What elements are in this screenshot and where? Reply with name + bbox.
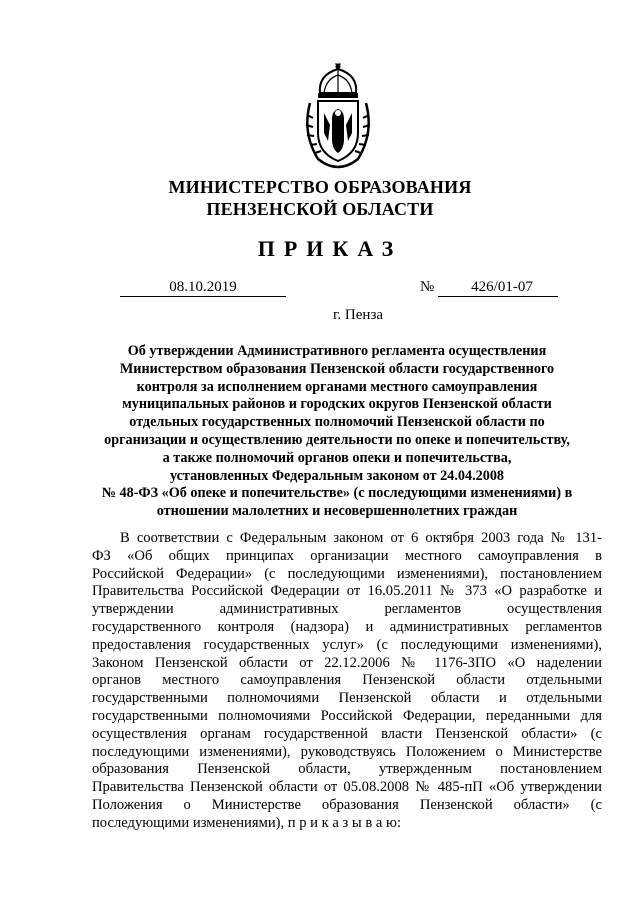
ministry-name-line2: ПЕНЗЕНСКОЙ ОБЛАСТИ [206,199,434,219]
title-line: организации и осуществлению деятельности по опеке и попечительству, [104,431,570,448]
coat-of-arms-emblem-icon [298,63,378,169]
body-line: осуществления органам государственной власти Пензенской области» (с [92,725,602,742]
ministry-name-line1: МИНИСТЕРСТВО ОБРАЗОВАНИЯ [168,177,472,197]
body-line: государственными полномочиями Российской Федерации, переданными для [92,707,602,724]
order-title [90,343,584,521]
body-line: последующими изменениями), п р и к а з ы в а ю: [92,814,401,831]
body-line: В соответствии с Федеральным законом от 6 октября 2003 года № 131- [120,530,602,546]
body-line: Законом Пензенской области от 22.12.2006 № 1176-ЗПО «О наделении [92,654,602,671]
body-line: государственными полномочиями Пензенской области и отдельными [92,690,602,707]
title-line: муниципальных районов и городских округов Пензенской области [122,396,552,413]
body-line: утверждении административных регламентов осуществления [92,601,602,618]
date-underline [120,296,286,297]
body-line: органов местного самоуправления Пензенской области отдельными [92,672,602,689]
title-line: № 48-ФЗ «Об опеке и попечительстве» (с последующими изменениями) в [101,485,573,502]
order-date: 08.10.2019 [169,279,237,295]
body-line: государственного контроля (надзора) и административных регламентов [92,618,602,635]
title-line: отношении малолетних и несовершеннолетних граждан [156,503,518,520]
body-line: Положения о Министерстве образования Пензенской области» (с [92,796,602,813]
city-name: г. Пенза [332,307,384,323]
title-line: отдельных государственных полномочий Пензенской области по [129,414,545,431]
body-line: предоставления государственных услуг» (с последующими изменениями), [92,636,602,653]
body-line: последующими изменениями), руководствуясь Положением о Министерстве [92,743,602,760]
body-line: образования Пензенской области, утвержденным постановлением [92,761,602,778]
order-number: 426/01-07 [471,279,533,295]
number-underline [438,296,558,297]
title-line: а также полномочий органов опеки и попечительства, [162,449,512,466]
body-line: Российской Федерации» (с последующими изменениями), постановлением [92,565,602,582]
body-line: ФЗ «Об общих принципах организации местного самоуправления в [92,547,602,564]
title-line: установленных Федеральным законом от 24.04.2008 [169,467,505,484]
number-sign: № [420,279,435,295]
title-line: контроля за исполнением органами местного самоуправления [136,378,538,395]
body-line: Правительства Российской Федерации от 16.05.2011 № 373 «О разработке и [92,583,602,600]
preamble-paragraph [92,530,602,833]
document-type-heading: ПРИКАЗ [257,236,403,261]
title-line: Об утверждении Административного регламента осуществления [127,343,547,359]
title-line: Министерством образования Пензенской области государственного [119,360,555,377]
body-line: Правительства Пензенской области от 05.08.2008 № 485-пП «Об утверждении [92,779,602,796]
